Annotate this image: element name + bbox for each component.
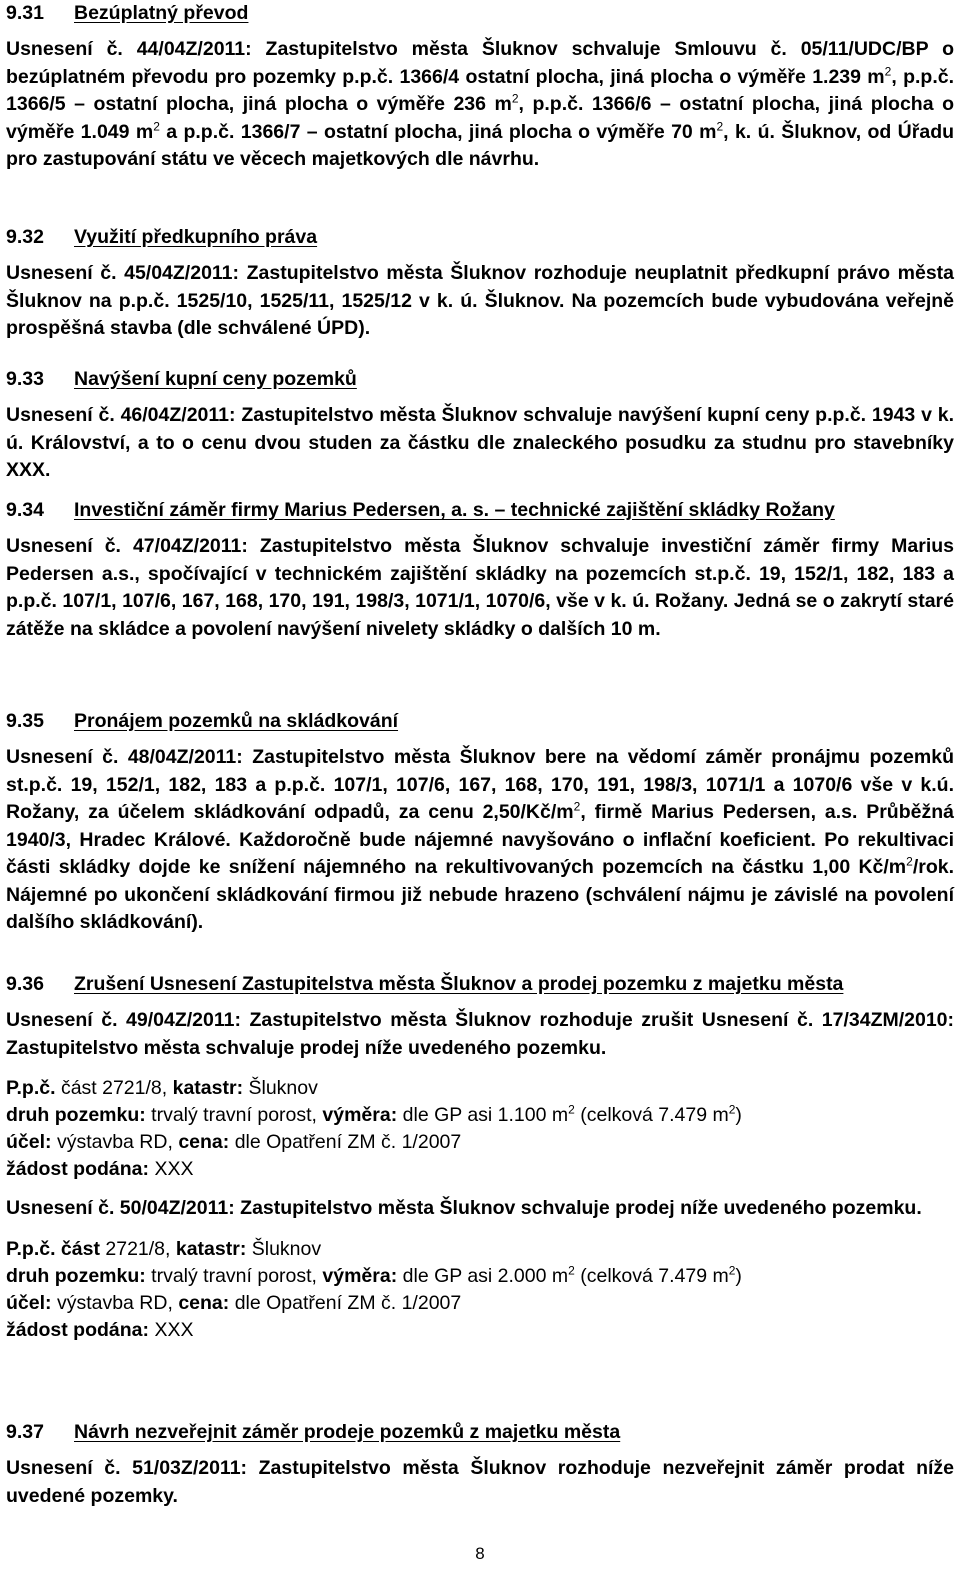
superscript: 2 <box>728 1102 736 1117</box>
superscript: 2 <box>568 1263 575 1277</box>
property-parcel-line <box>6 1075 954 1102</box>
type-value: trvalý travní porost, <box>151 1264 317 1287</box>
section-number: 9.35 <box>6 710 44 732</box>
resolution-label: Usnesení č. 50/04Z/2011: <box>6 1197 235 1219</box>
resolution-body-2: , firmě Marius Pedersen, a.s. Průběžná 1940/3, Hradec Králové. Každoročně bude nájemné navyšováno o inflační koeficient. Po rekultivaci části skládky dojde ke snížení nájemného na rekultivovaných pozemcích na částku 1,00 Kč/m <box>6 801 954 878</box>
section-9-37 <box>6 1419 954 1510</box>
price-value: dle Opatření ZM č. 1/2007 <box>234 1291 462 1314</box>
resolution-text-2 <box>6 1195 954 1223</box>
parcel-value: část 2721/8, <box>60 1077 168 1099</box>
resolution-text <box>6 744 954 937</box>
section-9-35 <box>6 708 954 937</box>
resolution-text <box>6 1455 954 1510</box>
section-heading <box>6 497 954 523</box>
resolution-body-1: Zastupitelstvo města Šluknov schvaluje Smlouvu č. 05/11/UDC/BP o bezúplatném převodu pro pozemky p.p.č. 1366/4 ostatní plocha, jiná plocha o výměře 1.239 m <box>6 38 955 88</box>
resolution-body-5: , k. ú. Šluknov, od Úřadu pro zastupování státu ve věcech majetkových dle návrhu. <box>6 120 955 170</box>
resolution-text <box>6 533 954 643</box>
section-title: Pronájem pozemků na skládkování <box>74 710 399 732</box>
katastr-key: katastr: <box>175 1237 247 1260</box>
area-value: dle GP asi 1.100 m <box>402 1104 569 1126</box>
section-number: 9.31 <box>6 2 44 24</box>
request-value: XXX <box>154 1158 194 1180</box>
total-area-value: (celková 7.479 m <box>580 1264 729 1287</box>
resolution-body: Zastupitelstvo města Šluknov rozhoduje zrušit Usnesení č. 17/34ZM/2010: Zastupitelstvo města schvaluje prodej níže uvedeného pozemku. <box>6 1009 955 1059</box>
section-title: Návrh nezveřejnit záměr prodeje pozemků z majetku města <box>74 1421 621 1443</box>
section-number: 9.32 <box>6 226 44 248</box>
purpose-value: výstavba RD, <box>56 1131 173 1153</box>
resolution-label: Usnesení č. 44/04Z/2011: <box>6 38 252 60</box>
resolution-body-3: , p.p.č. 1366/6 – ostatní plocha, jiná plocha o výměře 1.049 m <box>6 93 954 143</box>
type-key: druh pozemku: <box>6 1104 146 1126</box>
parcel-key: P.p.č. <box>6 1077 56 1099</box>
property-parcel-line <box>6 1236 954 1263</box>
resolution-label: Usnesení č. 48/04Z/2011: <box>6 746 243 768</box>
property-block-1 <box>6 1075 954 1183</box>
section-9-34 <box>6 497 954 643</box>
section-heading <box>6 0 954 26</box>
paren-close: ) <box>735 1264 742 1287</box>
katastr-value: Šluknov <box>248 1077 318 1099</box>
area-value: dle GP asi 2.000 m <box>402 1264 569 1287</box>
section-9-33 <box>6 366 954 485</box>
superscript: 2 <box>728 1263 736 1277</box>
section-number: 9.33 <box>6 368 44 390</box>
superscript: 2 <box>716 119 724 133</box>
property-purpose-line <box>6 1290 954 1317</box>
property-type-line <box>6 1102 954 1129</box>
katastr-value: Šluknov <box>251 1237 322 1260</box>
section-heading <box>6 1419 954 1445</box>
request-key: žádost podána: <box>6 1318 150 1341</box>
superscript: 2 <box>568 1102 575 1117</box>
section-number: 9.34 <box>6 499 44 521</box>
section-title: Investiční záměr firmy Marius Pedersen, a. s. – technické zajištění skládky Rožany <box>74 499 835 521</box>
total-area-value: (celková 7.479 m <box>580 1104 729 1126</box>
superscript: 2 <box>884 64 892 78</box>
property-request-line <box>6 1317 954 1344</box>
resolution-label: Usnesení č. 47/04Z/2011: <box>6 535 248 557</box>
katastr-key: katastr: <box>172 1077 244 1099</box>
section-title: Využití předkupního práva <box>74 226 318 248</box>
resolution-body: Zastupitelstvo města Šluknov schvaluje prodej níže uvedeného pozemku. <box>240 1197 922 1219</box>
section-9-32 <box>6 224 954 343</box>
superscript: 2 <box>573 799 581 814</box>
section-title: Bezúplatný převod <box>74 2 249 24</box>
purpose-key: účel: <box>6 1131 52 1153</box>
price-value: dle Opatření ZM č. 1/2007 <box>234 1131 462 1153</box>
resolution-body-2: , p.p.č. 1366/5 – ostatní plocha, jiná plocha o výměře 236 m <box>6 65 955 115</box>
resolution-body: Zastupitelstvo města Šluknov schvaluje navýšení kupní ceny p.p.č. 1943 v k. ú. Království, a to o cenu dvou studen za částku dle znaleckého posudku za studnu pro stavebníky XXX. <box>6 404 955 481</box>
property-purpose-line <box>6 1129 954 1156</box>
area-key: výměra: <box>322 1264 398 1287</box>
request-value: XXX <box>154 1318 194 1341</box>
resolution-label: Usnesení č. 51/03Z/2011: <box>6 1457 248 1479</box>
section-heading <box>6 366 954 392</box>
resolution-body: Zastupitelstvo města Šluknov schvaluje investiční záměr firmy Marius Pedersen a.s., spočívající v technickém zajištění skládky na pozemcích st.p.č. 19, 152/1, 182, 183 a p.p.č. 107/1, 107/6, 167, 168, 170, 191, 198/3, 1071/1, 1070/6, vše v k. ú. Rožany. Jedná se o zakrytí staré zátěže na skládce a povolení navýšení nivelety skládky o dalších 10 m. <box>6 535 954 640</box>
resolution-text <box>6 36 954 174</box>
resolution-body: Zastupitelstvo města Šluknov rozhoduje neuplatnit předkupní právo města Šluknov na p.p.č. 1525/10, 1525/11, 1525/12 v k. ú. Šluknov. Na pozemcích bude vybudována veřejně prospěšná stavba (dle schválené ÚPD). <box>6 262 955 339</box>
property-type-line <box>6 1263 954 1290</box>
page-number: 8 <box>475 1544 485 1563</box>
area-key: výměra: <box>322 1104 398 1126</box>
resolution-body-3: /rok. Nájemné po ukončení skládkování firmou již nebude hrazeno (schválení nájmu je závislé na povolení dalšího skládkování). <box>6 856 954 933</box>
section-9-31 <box>6 0 954 174</box>
superscript: 2 <box>906 854 913 869</box>
price-key: cena: <box>178 1291 230 1314</box>
parcel-value: 2721/8, <box>105 1237 171 1260</box>
type-key: druh pozemku: <box>6 1264 146 1287</box>
superscript: 2 <box>511 91 519 106</box>
resolution-body-4: a p.p.č. 1366/7 – ostatní plocha, jiná plocha o výměře 70 m <box>159 120 717 143</box>
purpose-value: výstavba RD, <box>56 1291 173 1314</box>
resolution-text <box>6 260 954 343</box>
section-number: 9.36 <box>6 973 44 995</box>
type-value: trvalý travní porost, <box>151 1104 317 1126</box>
resolution-label: Usnesení č. 46/04Z/2011: <box>6 404 236 426</box>
resolution-body-1: Zastupitelstvo města Šluknov bere na vědomí záměr pronájmu pozemků st.p.č. 19, 152/1, 182, 183 a p.p.č. 107/1, 107/6, 167, 168, 170, 191, 198/3, 1071/1 a 1070/6 vše v k.ú. Rožany, za účelem skládkování odpadů, za cenu 2,50/Kč/m <box>6 746 954 823</box>
section-heading <box>6 971 954 997</box>
purpose-key: účel: <box>6 1291 52 1314</box>
request-key: žádost podána: <box>6 1158 150 1180</box>
section-9-36 <box>6 971 954 1344</box>
resolution-text <box>6 402 954 485</box>
section-title: Navýšení kupní ceny pozemků <box>74 368 357 390</box>
resolution-body: Zastupitelstvo města Šluknov rozhoduje nezveřejnit záměr prodat níže uvedené pozemky. <box>6 1457 955 1507</box>
property-request-line <box>6 1156 954 1183</box>
price-key: cena: <box>178 1131 230 1153</box>
superscript: 2 <box>153 119 160 133</box>
section-number: 9.37 <box>6 1421 44 1443</box>
section-heading <box>6 224 954 250</box>
section-title: Zrušení Usnesení Zastupitelstva města Šluknov a prodej pozemku z majetku města <box>74 973 844 995</box>
resolution-text <box>6 1007 954 1062</box>
parcel-key: P.p.č. část <box>6 1237 100 1260</box>
property-block-2 <box>6 1236 954 1344</box>
resolution-label: Usnesení č. 45/04Z/2011: <box>6 262 240 284</box>
section-heading <box>6 708 954 734</box>
resolution-label: Usnesení č. 49/04Z/2011: <box>6 1009 241 1031</box>
paren-close: ) <box>735 1104 742 1126</box>
